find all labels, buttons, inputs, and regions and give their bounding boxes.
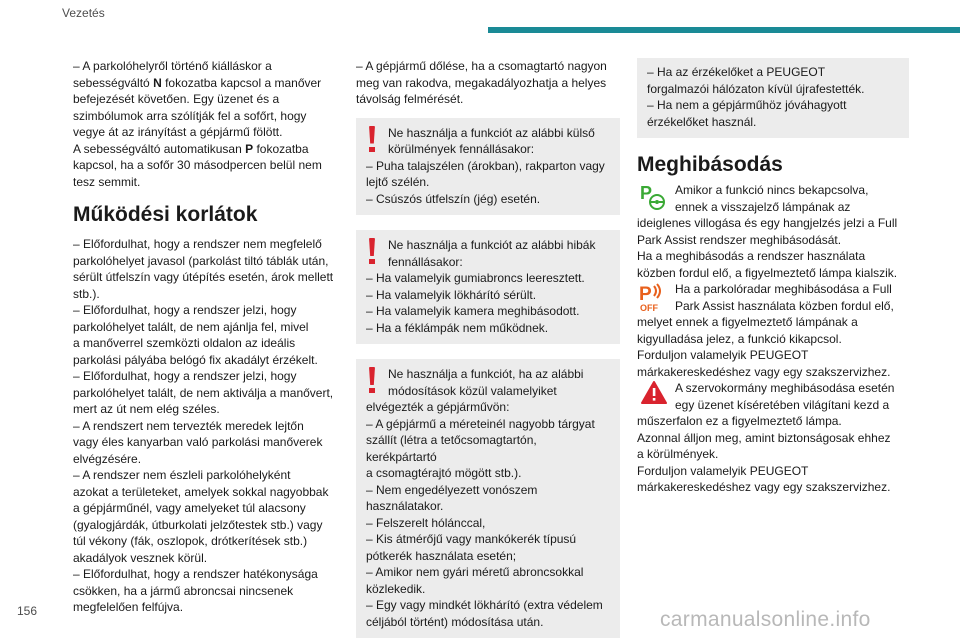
text-line: egy üzenet kíséretében világítani kezd a: [675, 397, 890, 412]
text-line: mert az út nem elég széles.: [73, 402, 220, 416]
text-line: megfelelően felfújva.: [73, 600, 184, 614]
text-line: A sebességváltó automatikusan: [73, 141, 246, 156]
warning-lead: körülmények fennállásakor:: [388, 142, 535, 156]
text-line: parkolóhelyet talált, de nem ajánlja fel, mivel: [73, 319, 309, 334]
text-line: csökken, ha a jármű abroncsai nincsenek: [73, 583, 294, 598]
intro-paragraph: [73, 58, 353, 190]
text-line: azokat a területeket, amelyek sokkal nagyobbak: [73, 484, 329, 499]
header-accent-bar: [488, 27, 960, 33]
text-line: távolság felmérését.: [356, 92, 464, 106]
text-line: – Előfordulhat, hogy a rendszer jelzi, hogy: [73, 369, 297, 383]
text-line: Forduljon valamelyik PEUGEOT: [637, 348, 809, 362]
text-line: lejtő szélén.: [366, 175, 430, 189]
text-line: – A rendszert nem tervezték meredek lejtőn: [73, 418, 304, 433]
heading-malfunction: Meghibásodás: [637, 153, 783, 176]
text-line: szimbólumok arra szólítják fel a sofőrt, hogy: [73, 108, 307, 123]
text-line: parkolási pályába belógó fix akadályt érzékelt.: [73, 352, 318, 367]
icon-text-block: [637, 182, 909, 215]
text-line: – Kis átmérőjű vagy mankókerék típusú: [366, 532, 577, 546]
text-line: fokozatba: [253, 141, 309, 156]
heading-limitations: Működési korlátok: [73, 203, 258, 226]
text-line: – Csúszós útfelszín (jég) esetén.: [366, 191, 541, 206]
page-number: 156: [17, 604, 38, 618]
text-line: – A gépjármű dőlése, ha a csomagtartó nagyon: [356, 59, 607, 73]
column-3: [637, 58, 909, 496]
text-line: – Előfordulhat, hogy a rendszer hatékonysága: [73, 567, 318, 581]
warning-exclamation-icon: [368, 367, 376, 393]
text-line: – Előfordulhat, hogy a rendszer jelzi, hogy: [73, 303, 297, 317]
text-line: – Előfordulhat, hogy a rendszer nem megfelelő: [73, 237, 322, 251]
text-line: parkolóhelyet javasol (parkolást tiltó táblák után,: [73, 253, 329, 268]
text-line: – Egy vagy mindkét lökhárító (extra védelem: [366, 598, 603, 612]
icon-text-block: [637, 281, 909, 314]
text-line: Park Assist rendszer meghibásodását.: [637, 232, 842, 247]
text-line: – Ha nem a gépjárműhöz jóváhagyott: [647, 98, 847, 112]
text-line: céljából történt) módosítása után.: [366, 614, 544, 629]
text-line: akadályok vesznek körül.: [73, 550, 208, 565]
text-line: közben fordul elő, a figyelmeztető lámpa kialszik.: [637, 265, 898, 280]
gear-p: P: [245, 141, 254, 156]
text-line: a csomagtérajtó mögött stb.).: [366, 466, 522, 480]
text-line: forgalmazói hálózaton kívül újrafestették.: [647, 81, 865, 96]
text-line: szállít (létra a tetőcsomagtartón, kerékpártartó: [366, 433, 537, 464]
warning-lead: Ne használja a funkciót az alábbi külső: [388, 125, 595, 140]
text-line: műszerfalon ez a figyelmeztető lámpa.: [637, 414, 842, 428]
text-line: – Ha valamelyik gumiabroncs leeresztett.: [366, 271, 585, 285]
text-line: a gépjárműnél, vagy amelyeket túl alacsony: [73, 501, 306, 515]
intro-paragraph: [356, 58, 620, 108]
text-line: – Nem engedélyezett vonószem: [366, 482, 538, 497]
text-line: – A parkolóhelyről történő kiálláskor a: [73, 59, 272, 73]
text-line: ennek a visszajelző lámpának az: [675, 199, 851, 214]
text-line: – Ha valamelyik kamera meghibásodott.: [366, 304, 580, 318]
park-assist-steering-icon: [637, 182, 667, 212]
text-line: Azonnal álljon meg, amint biztonságosak ehhez: [637, 430, 891, 445]
text-line: – Puha talajszélen (árokban), rakparton vagy: [366, 158, 605, 173]
watermark: carmanualsonline.info: [660, 608, 871, 631]
icon-text-block: [637, 380, 909, 413]
malfunction-para-1: [637, 182, 909, 281]
text-line: márkakereskedéshez vagy egy szakszervizhez.: [637, 364, 891, 379]
text-line: – Amikor nem gyári méretű abroncsokkal: [366, 565, 584, 579]
warning-lead: fennállásakor:: [388, 254, 463, 269]
warning-lead: módosítások közül valamelyiket: [388, 383, 557, 398]
text-line: a körülmények.: [637, 447, 719, 461]
warning-box-external: [356, 118, 620, 216]
warning-box-faults: [356, 230, 620, 344]
text-line: ideiglenes villogása és egy hangjelzés jelzi a Full: [637, 216, 898, 230]
text-line: kigyulladása jelez, a funkció kikapcsol.: [637, 331, 842, 346]
text-line: Ha a parkolóradar meghibásodása a Full: [675, 282, 892, 296]
text-line: Amikor a funkció nincs bekapcsolva,: [675, 183, 869, 197]
text-line: – Ha a féklámpák nem működnek.: [366, 320, 549, 335]
svg-text:P: P: [639, 284, 652, 305]
gear-n: N: [153, 75, 162, 90]
text-line: pótkerék használata esetén;: [366, 548, 517, 563]
text-line: sérült útfelszín vagy útépítés esetén, árok mellett: [73, 270, 334, 284]
text-line: márkakereskedéshez vagy egy szakszervizhez.: [637, 480, 891, 494]
warning-box-modifications: [356, 359, 620, 638]
text-line: használatakor.: [366, 499, 444, 513]
text-line: parkolóhelyet talált, de nem aktiválja a manővert,: [73, 385, 334, 400]
column-1: [73, 58, 353, 616]
text-line: – A gépjármű a méreteinél nagyobb tárgyat: [366, 416, 595, 431]
text-line: érzékelőket használ.: [647, 114, 757, 129]
svg-text:P: P: [640, 183, 653, 203]
text-line: vegye át az irányítást a gépjármű fölött.: [73, 125, 283, 139]
limitations-list: [73, 236, 353, 616]
column-2: [356, 58, 620, 640]
text-line: elvégzésére.: [73, 451, 142, 466]
warning-exclamation-icon: [368, 126, 376, 152]
text-line: Park Assist használata közben fordul elő,: [675, 298, 894, 313]
section-title: Vezetés: [62, 6, 105, 20]
sensor-note-box: [637, 58, 909, 138]
malfunction-para-2: [637, 281, 909, 380]
warning-triangle-icon: [641, 380, 671, 406]
text-line: vagy éles kanyarban való parkolási manőverek: [73, 435, 323, 449]
text-line: elvégezték a gépjárművön:: [366, 400, 510, 414]
text-line: fokozatba kapcsol a manőver: [161, 75, 322, 90]
malfunction-para-3: [637, 380, 909, 496]
off-label: OFF: [640, 303, 658, 313]
warning-lead: Ne használja a funkciót, ha az alábbi: [388, 367, 584, 381]
text-line: túl vékony (fák, oszlopok, drótkerítések stb.): [73, 534, 308, 548]
text-line: – Ha az érzékelőket a PEUGEOT: [647, 65, 826, 79]
text-line: – Felszerelt hólánccal,: [366, 515, 486, 530]
text-line: a manőverrel szemközti oldalon az ideális: [73, 336, 296, 350]
text-line: (gyalogjárdák, útburkolati jelzőtestek stb.) vagy: [73, 517, 323, 532]
text-line: tesz semmit.: [73, 174, 141, 189]
warning-exclamation-icon: [368, 238, 376, 264]
text-line: – Ha valamelyik lökhárító sérült.: [366, 287, 537, 302]
warning-lead: Ne használja a funkciót az alábbi hibák: [388, 238, 596, 252]
parking-sensor-off-icon: [637, 281, 667, 313]
text-line: befejezését követően. Egy üzenet és a: [73, 92, 280, 106]
text-line: – A rendszer nem észleli parkolóhelyként: [73, 468, 291, 482]
text-line: melyet ennek a figyelmeztető lámpának a: [637, 315, 858, 329]
text-line: közlekedik.: [366, 581, 426, 596]
text-line: A szervokormány meghibásodása esetén: [675, 381, 895, 395]
text-line: Forduljon valamelyik PEUGEOT: [637, 463, 809, 478]
text-line: kapcsol, ha a sofőr 30 másodpercen belül nem: [73, 158, 322, 172]
text-line: sebességváltó: [73, 75, 154, 90]
text-line: meg van rakodva, megakadályozhatja a helyes: [356, 75, 607, 90]
text-line: Ha a meghibásodás a rendszer használata: [637, 249, 866, 263]
text-line: stb.).: [73, 286, 100, 301]
